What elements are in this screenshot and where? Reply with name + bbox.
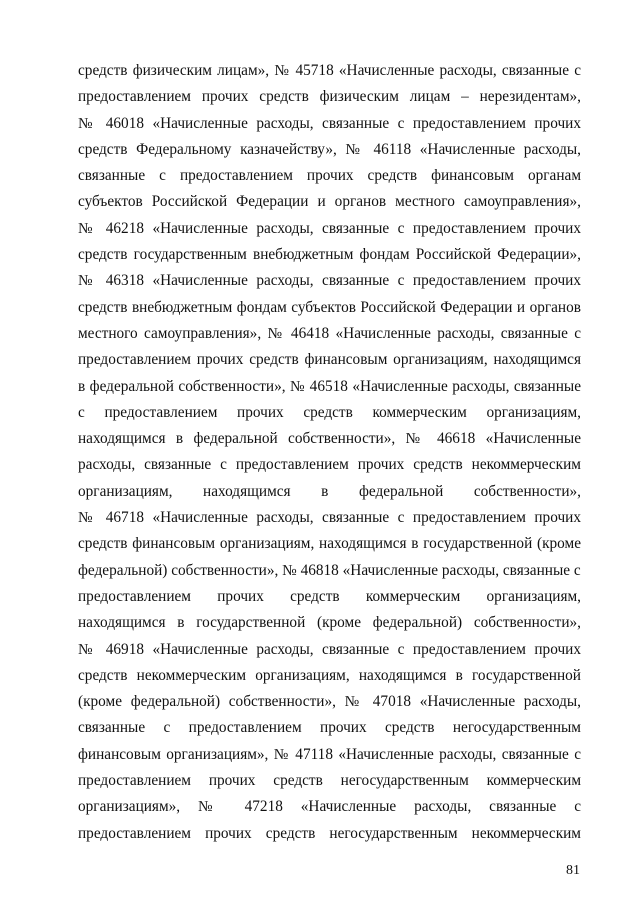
text-line: с предоставлением прочих средств коммерческим организациям,	[78, 403, 581, 421]
body-text	[78, 58, 581, 847]
text-line: № 46718 «Начисленные расходы, связанные с предоставлением прочих	[78, 509, 581, 527]
text-line: связанные с предоставлением прочих средств финансовым органам	[78, 167, 581, 185]
text-line: предоставлением прочих средств физическим лицам – нерезидентам»,	[78, 88, 581, 106]
text-line: связанные с предоставлением прочих средств негосударственным	[78, 719, 581, 737]
text-line: средств Федеральному казначейству», № 46118 «Начисленные расходы,	[78, 140, 581, 158]
text-line: № 46918 «Начисленные расходы, связанные с предоставлением прочих	[78, 640, 581, 658]
text-line: расходы, связанные с предоставлением прочих средств некоммерческим	[78, 456, 581, 474]
text-line: находящимся в государственной (кроме федеральной) собственности»,	[78, 614, 581, 632]
text-line: в федеральной собственности», № 46518 «Начисленные расходы, связанные	[78, 377, 581, 395]
text-line: предоставлением прочих средств негосударственным некоммерческим	[78, 824, 581, 842]
text-line: средств физическим лицам», № 45718 «Начисленные расходы, связанные с	[78, 62, 581, 79]
text-line: организациям», № 47218 «Начисленные расходы, связанные с	[78, 798, 581, 816]
text-line: находящимся в федеральной собственности», № 46618 «Начисленные	[78, 430, 581, 448]
text-line: № 46318 «Начисленные расходы, связанные с предоставлением прочих	[78, 272, 581, 290]
text-line: субъектов Российской Федерации и органов местного самоуправления»,	[78, 193, 581, 211]
text-line: средств финансовым организациям, находящимся в государственной (кроме	[78, 535, 581, 553]
text-line: организациям, находящимся в федеральной собственности»,	[78, 482, 581, 500]
text-line: № 46218 «Начисленные расходы, связанные с предоставлением прочих	[78, 219, 581, 237]
text-line: (кроме федеральной) собственности», № 47018 «Начисленные расходы,	[78, 693, 581, 711]
text-line: средств некоммерческим организациям, находящимся в государственной	[78, 666, 581, 684]
text-line: предоставлением прочих средств негосударственным коммерческим	[78, 772, 581, 790]
text-line: средств внебюджетным фондам субъектов Российской Федерации и органов	[78, 298, 581, 316]
text-line: местного самоуправления», № 46418 «Начисленные расходы, связанные с	[78, 324, 581, 342]
text-line: № 46018 «Начисленные расходы, связанные с предоставлением прочих	[78, 114, 581, 132]
text-line: предоставлением прочих средств коммерческим организациям,	[78, 587, 581, 605]
page-number: 81	[566, 863, 580, 878]
text-line: предоставлением прочих средств финансовым организациям, находящимся	[78, 351, 581, 369]
text-line: финансовым организациям», № 47118 «Начисленные расходы, связанные с	[78, 745, 581, 763]
text-line: средств государственным внебюджетным фондам Российской Федерации»,	[78, 246, 581, 264]
text-line: федеральной) собственности», № 46818 «Начисленные расходы, связанные с	[78, 561, 581, 579]
